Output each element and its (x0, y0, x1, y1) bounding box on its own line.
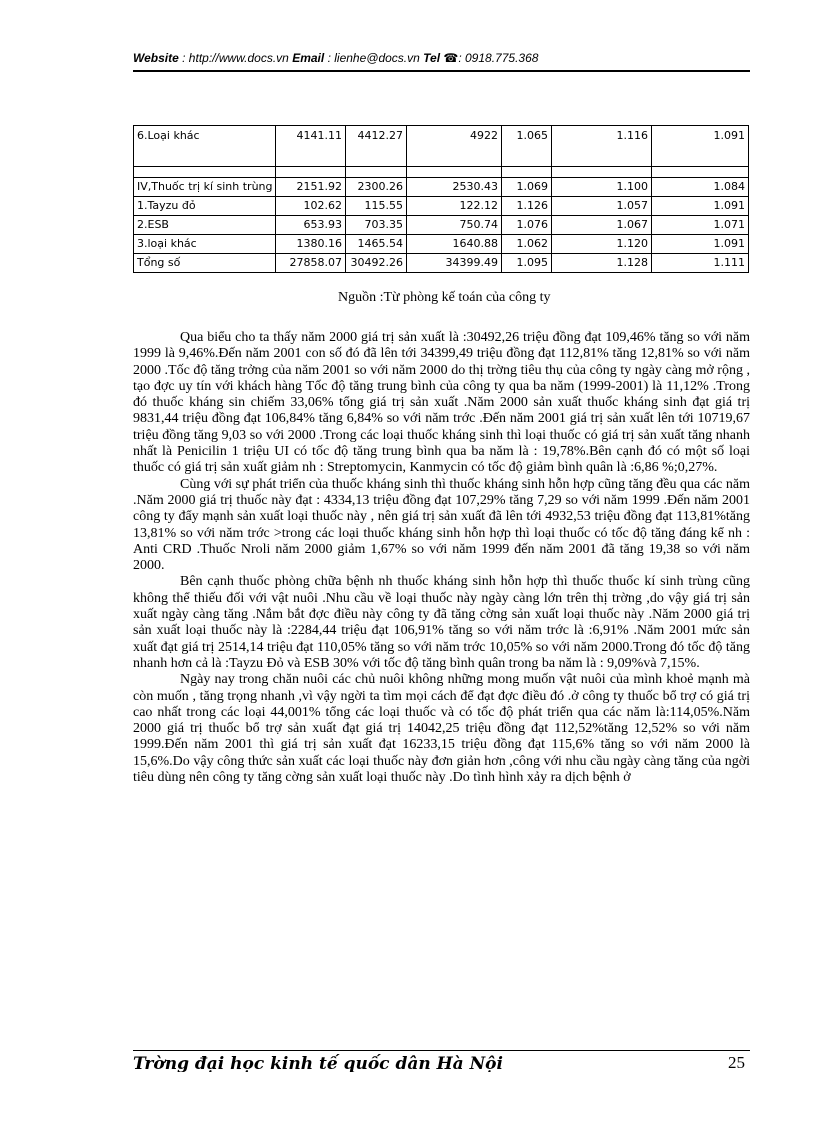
cell: 1.065 (502, 126, 552, 167)
table-row-total (134, 254, 749, 273)
cell: 1.076 (502, 216, 552, 235)
cell: 653.93 (276, 216, 346, 235)
cell: 2300.26 (346, 178, 407, 197)
cell: 2530.43 (407, 178, 502, 197)
cell: 1380.16 (276, 235, 346, 254)
cell: 1.084 (652, 178, 749, 197)
tel-label: Tel (423, 51, 441, 65)
page-number: 25 (728, 1053, 745, 1072)
header-rule (133, 70, 750, 72)
cell: 1465.54 (346, 235, 407, 254)
phone-icon: ☎ (443, 51, 459, 65)
cell: 4141.11 (276, 126, 346, 167)
cell: 1.062 (502, 235, 552, 254)
cell: 1.116 (552, 126, 652, 167)
page-header (133, 51, 773, 65)
cell: 1.067 (552, 216, 652, 235)
footer-school: Trờng đại học kinh tế quốc dân Hà Nội (133, 1054, 503, 1072)
cell: 1.091 (652, 235, 749, 254)
cell: 4412.27 (346, 126, 407, 167)
cell: 750.74 (407, 216, 502, 235)
cell: 34399.49 (407, 254, 502, 273)
row-name: 3.loại khác (134, 235, 276, 254)
cell: 2151.92 (276, 178, 346, 197)
cell: 1.095 (502, 254, 552, 273)
table-row (134, 235, 749, 254)
table-row (134, 126, 749, 167)
table-source: Nguồn :Từ phòng kế toán của công ty (338, 290, 551, 305)
table-row-spacer (134, 167, 749, 178)
row-name: IV,Thuốc trị kí sinh trùng (134, 178, 276, 197)
paragraph: Ngày nay trong chăn nuôi các chủ nuôi không những mong muốn vật nuôi của mình khoẻ mạnh mà còn muốn , tăng trọng nhanh ,vì vậy ngời ta tìm mọi cách để đạt đợc điều đó .ở công ty thuốc bổ trợ có giá trị cao nhất trong các loại 44,001% tổng các loại thuốc và có tốc độ phát triển qua các năm là:114,05%.Năm 2000 giá trị thuốc bổ trợ sản xuất đạt giá trị 14042,25 triệu đồng đạt 112,52%tăng 12,52% so với năm 1999.Đến năm 2001 thì giá trị sản xuất đạt 16233,15 triệu đồng đạt 115,6% tăng so với năm 2000 là 15,6%.Do vậy công thức sản xuất các loại thuốc này đơn giản hơn ,công với nhu cầu ngày càng tăng của ngời tiêu dùng nên công ty tăng cờng sản xuất loại thuốc này .Do tình hình xảy ra dịch bệnh ở (133, 672, 750, 786)
cell: 1.057 (552, 197, 652, 216)
row-name: Tổng số (134, 254, 276, 273)
cell: 1.126 (502, 197, 552, 216)
table-row (134, 216, 749, 235)
cell: 1.100 (552, 178, 652, 197)
cell: 1640.88 (407, 235, 502, 254)
website-label: Website (133, 51, 179, 65)
row-name: 1.Tayzu đỏ (134, 197, 276, 216)
cell: 1.069 (502, 178, 552, 197)
website-value: : http://www.docs.vn (182, 51, 289, 65)
footer-rule (133, 1050, 750, 1051)
body-text (133, 330, 750, 786)
cell: 122.12 (407, 197, 502, 216)
cell: 1.128 (552, 254, 652, 273)
cell: 1.091 (652, 126, 749, 167)
cell: 1.111 (652, 254, 749, 273)
tel-value: : 0918.775.368 (458, 51, 539, 65)
cell: 30492.26 (346, 254, 407, 273)
table-row (134, 197, 749, 216)
row-name: 2.ESB (134, 216, 276, 235)
paragraph: Bên cạnh thuốc phòng chữa bệnh nh thuốc kháng sinh hỗn hợp thì thuốc thuốc kí sinh trùng cũng không thể thiếu đối với vật nuôi .Nhu cầu về loại thuốc này ngày càng lớn trên thị trờng ,do vậy giá trị sản xuất ngày càng tăng .Nắm bắt đợc điều này công ty đã tăng cờng sản xuất loại thuốc này .Năm 2000 giá trị sản xuất loại thuốc này là :2284,44 triệu đạt 106,91% tăng so với năm trớc là :6,91% .Năm 2001 mức sản xuất đạt giá trị 2514,14 triệu đạt 110,05% tăng so với năm trớc 10,05% so với năm 2000.Trong đó tốc độ tăng nhanh hơn cả là :Tayzu Đỏ và ESB 30% với tốc độ tăng bình quân trong ba năm là : 9,09%và 7,15%. (133, 574, 750, 671)
cell: 27858.07 (276, 254, 346, 273)
paragraph: Cùng với sự phát triển của thuốc kháng sinh thì thuốc kháng sinh hỗn hợp cũng tăng đều qua các năm .Năm 2000 giá trị thuốc này đạt : 4334,13 triệu đồng đạt 107,29% tăng 7,29 so với năm 1999 .Đến năm 2001 công ty đẩy mạnh sản xuất loại thuốc này , nên giá trị sản xuất đã lên tới 4932,53 triệu đồng đạt 113,81%tăng 13,81% so với năm trớc >trong các loại thuốc kháng sinh hỗn hợp thì loại thuốc có tốc độ tăng đáng kể nh : Anti CRD .Thuốc Nroli năm 2000 giảm 1,67% so với năm 1999 đến năm 2001 đã tăng 19,38 so với năm 2000. (133, 476, 750, 574)
email-label: Email (292, 51, 325, 65)
cell: 4922 (407, 126, 502, 167)
cell: 703.35 (346, 216, 407, 235)
table-row (134, 178, 749, 197)
row-name: 6.Loại khác (134, 126, 276, 167)
email-value: : lienhe@docs.vn (327, 51, 420, 65)
cell: 102.62 (276, 197, 346, 216)
data-table (133, 125, 749, 273)
cell: 1.071 (652, 216, 749, 235)
paragraph: Qua biểu cho ta thấy năm 2000 giá trị sản xuất là :30492,26 triệu đồng đạt 109,46% tăng so với năm 1999 là 9,46%.Đến năm 2001 con số đó đã lên tới 34399,49 triệu đồng đạt 112,81% tăng 12,81% so với năm 2000 .Tốc độ tăng trởng của năm 2001 so với năm 2000 do thị trờng tiêu thụ của công ty ngày càng mở rộng , tạo đợc uy tín với khách hàng Tốc độ tăng trung bình của công ty qua ba năm (1999-2001) là 11,12% .Trong đó thuốc kháng sin chiếm 33,06% tổng giá trị sản xuất .Năm 2000 sản xuất thuốc kháng sinh đạt giá trị 9831,44 triệu đồng đạt 106,84% tăng 6,84% so với năm trớc .Đến năm 2001 giá trị sản xuất lên tới 10719,67 triệu đồng tăng 9,03 so với 2000 .Trong các loại thuốc kháng sinh thì loại thuốc có giá trị sản xuất tăng nhanh nhất là Penicilin 1 triệu UI có tốc độ tăng trung bình qua ba năm là : 19,78%.Bên cạnh đó có một số loại thuốc có giá trị sản xuất giảm nh : Streptomycin, Kanmycin có tốc độ giảm bình quân là :6,86 %;0,27%. (133, 330, 750, 476)
cell: 115.55 (346, 197, 407, 216)
cell: 1.120 (552, 235, 652, 254)
cell: 1.091 (652, 197, 749, 216)
